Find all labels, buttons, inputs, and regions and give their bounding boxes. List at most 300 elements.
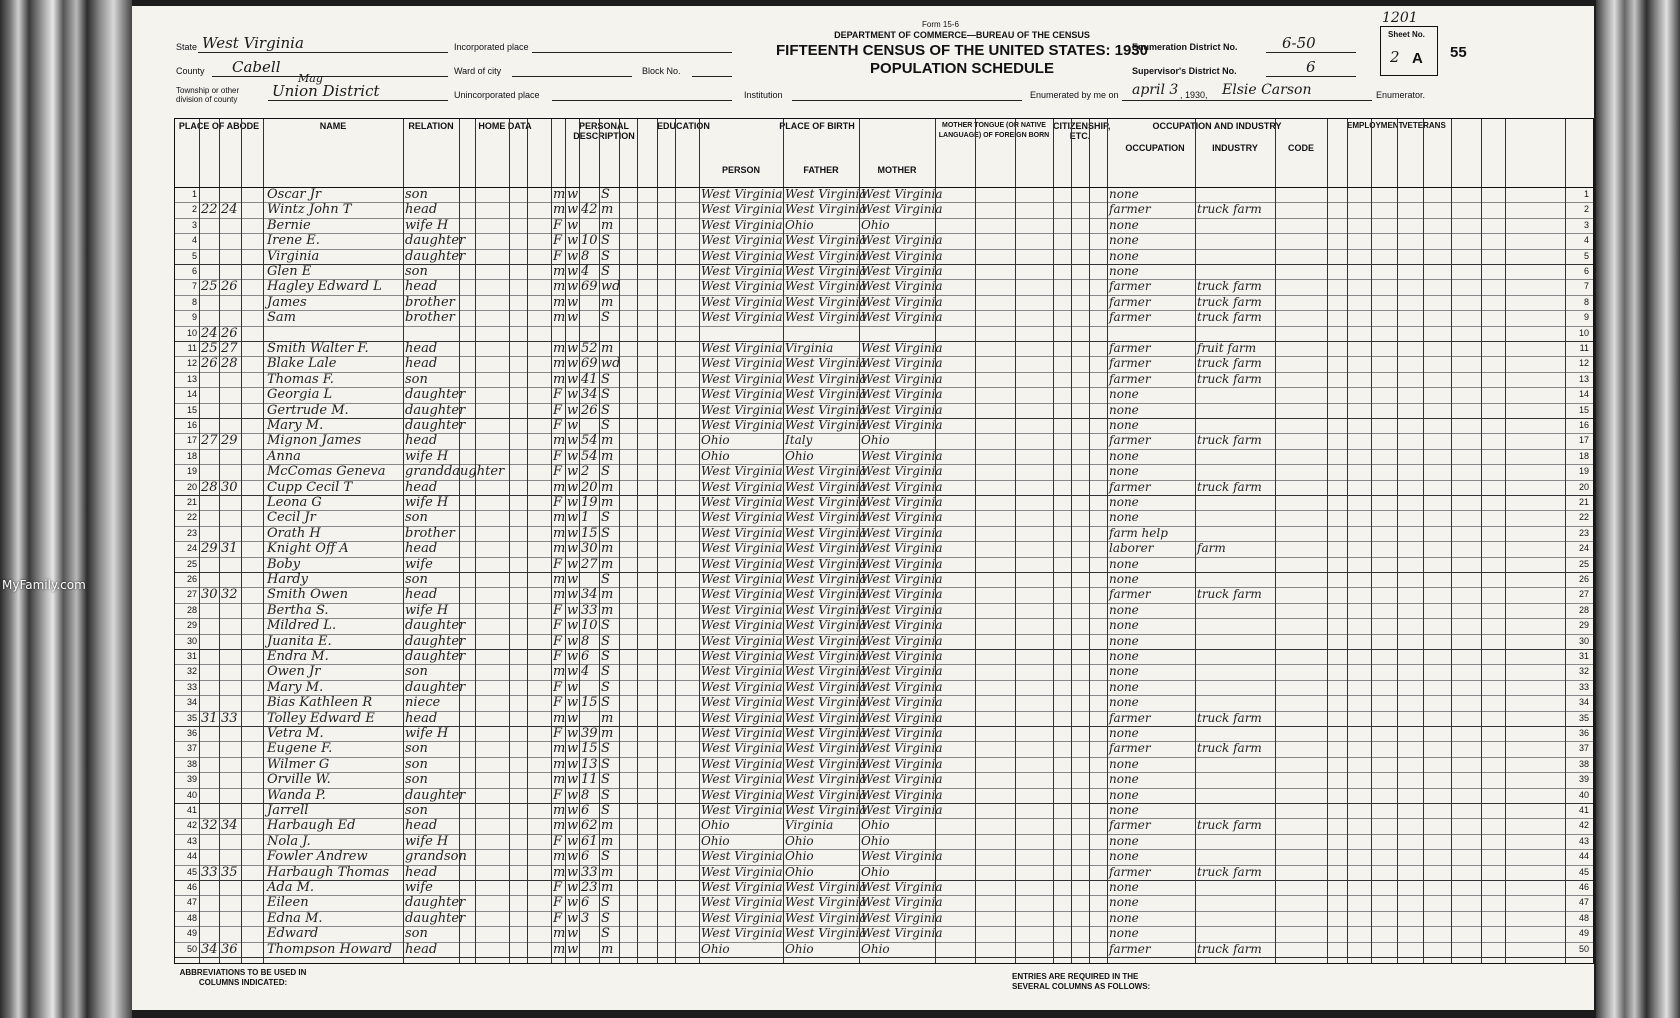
- sex: F: [553, 649, 563, 664]
- column-rule: [219, 119, 220, 963]
- marital-status: m: [601, 202, 614, 218]
- birthplace-mother: West Virginia: [861, 464, 943, 479]
- birthplace-person: West Virginia: [701, 602, 783, 617]
- industry: truck farm: [1197, 202, 1262, 217]
- race: w: [567, 910, 579, 926]
- line-number: 33: [1578, 681, 1589, 692]
- race: w: [567, 880, 579, 895]
- column-rule: [1397, 119, 1398, 963]
- occupation: none: [1109, 849, 1139, 864]
- race: w: [567, 649, 579, 664]
- occupation: farmer: [1109, 433, 1151, 448]
- sex: m: [553, 864, 566, 880]
- relation: son: [405, 572, 428, 587]
- line-number: 20: [186, 481, 197, 492]
- birthplace-father: Ohio: [785, 448, 814, 463]
- line-number: 49: [1578, 928, 1589, 939]
- marital-status: m: [601, 726, 614, 741]
- line-number: 34: [186, 697, 197, 708]
- birthplace-father: West Virginia: [785, 664, 867, 679]
- occupation: none: [1109, 618, 1139, 633]
- relation: daughter: [405, 895, 466, 911]
- line-number: 10: [186, 327, 197, 338]
- birthplace-mother: West Virginia: [861, 587, 943, 602]
- column-rule: [1071, 119, 1072, 963]
- occupation: none: [1109, 264, 1139, 278]
- line-number: 28: [1578, 604, 1589, 615]
- enumerated-label: Enumerated by me on: [1030, 90, 1119, 100]
- relation: son: [405, 510, 428, 526]
- birthplace-father: West Virginia: [785, 772, 867, 787]
- birthplace-mother: West Virginia: [861, 556, 943, 571]
- state-label: State: [176, 42, 198, 52]
- race: w: [567, 418, 579, 433]
- occupation: none: [1109, 880, 1139, 894]
- line-number: 49: [186, 928, 197, 939]
- sex: F: [553, 418, 563, 433]
- line-number: 9: [191, 312, 197, 323]
- line-number: 46: [1578, 882, 1589, 892]
- birthplace-mother: West Virginia: [861, 787, 943, 802]
- age: 15: [581, 525, 598, 541]
- marital-status: S: [601, 572, 610, 587]
- birthplace-father: West Virginia: [785, 187, 867, 201]
- race: w: [567, 402, 579, 418]
- institution-label: Institution: [744, 90, 783, 100]
- marital-status: m: [601, 833, 614, 849]
- relation: head: [405, 356, 438, 372]
- race: w: [567, 248, 579, 264]
- race: w: [567, 341, 579, 356]
- sex: F: [553, 910, 563, 926]
- race: w: [567, 510, 579, 526]
- dwelling-number: 24: [201, 325, 218, 341]
- occupation: farmer: [1109, 279, 1151, 294]
- occupation: none: [1109, 387, 1139, 402]
- race: w: [567, 941, 579, 957]
- relation: wife H: [405, 217, 449, 233]
- birthplace-father: Ohio: [785, 849, 814, 864]
- person-name: Mary M.: [267, 679, 324, 695]
- occupation: none: [1109, 726, 1139, 740]
- person-name: Smith Walter F.: [267, 341, 369, 356]
- birthplace-mother: West Virginia: [861, 264, 943, 278]
- birthplace-mother: West Virginia: [861, 402, 943, 417]
- column-rule: [935, 119, 936, 963]
- marital-status: S: [601, 679, 610, 695]
- relation: daughter: [405, 633, 466, 649]
- marital-status: m: [601, 602, 614, 618]
- race: w: [567, 587, 579, 603]
- column-rule: [1481, 119, 1482, 963]
- person-name: Hardy: [267, 572, 308, 587]
- marital-status: S: [601, 803, 610, 818]
- person-name: Thompson Howard: [267, 941, 393, 957]
- person-name: James: [267, 294, 307, 310]
- race: w: [567, 664, 579, 680]
- industry: truck farm: [1197, 356, 1262, 371]
- person-name: Mildred L.: [267, 618, 337, 634]
- col-occupation: OCCUPATION: [1125, 143, 1185, 153]
- relation: daughter: [405, 387, 466, 403]
- line-number: 26: [186, 574, 197, 584]
- relation: daughter: [405, 418, 466, 433]
- sex: F: [553, 726, 563, 741]
- occupation: none: [1109, 233, 1139, 248]
- person-name: Harbaugh Thomas: [267, 864, 390, 880]
- group-education: EDUCATION: [657, 121, 710, 131]
- age: 6: [581, 803, 590, 818]
- line-number: 24: [186, 543, 197, 554]
- birthplace-person: West Virginia: [701, 726, 783, 740]
- person-name: Vetra M.: [267, 726, 324, 741]
- birthplace-mother: West Virginia: [861, 541, 943, 556]
- family-number: 27: [221, 341, 238, 356]
- birthplace-person: West Virginia: [701, 294, 783, 309]
- birthplace-father: Virginia: [785, 818, 834, 833]
- marital-status: S: [601, 387, 610, 403]
- dwelling-number: 25: [201, 341, 218, 356]
- occupation: farmer: [1109, 941, 1151, 956]
- age: 10: [581, 233, 598, 249]
- race: w: [567, 926, 579, 942]
- race: w: [567, 387, 579, 403]
- family-number: 35: [221, 864, 238, 880]
- birthplace-person: West Virginia: [701, 310, 783, 325]
- birthplace-father: West Virginia: [785, 479, 867, 494]
- occupation: none: [1109, 572, 1139, 586]
- line-number: 19: [1578, 466, 1589, 477]
- birthplace-mother: West Virginia: [861, 895, 943, 910]
- marital-status: S: [601, 187, 610, 202]
- person-name: Oscar Jr: [267, 187, 322, 202]
- birthplace-person: West Virginia: [701, 633, 783, 648]
- group-personal-description: PERSONAL DESCRIPTION: [573, 121, 635, 141]
- relation: niece: [405, 695, 441, 711]
- industry: truck farm: [1197, 818, 1262, 833]
- birthplace-person: West Virginia: [701, 618, 783, 633]
- age: 26: [581, 402, 598, 418]
- person-name: Anna: [267, 448, 301, 464]
- birthplace-father: West Virginia: [785, 279, 867, 294]
- relation: head: [405, 710, 438, 726]
- age: 4: [581, 264, 590, 279]
- age: 30: [581, 541, 598, 557]
- age: 3: [581, 910, 590, 926]
- family-number: 33: [221, 710, 238, 726]
- relation: brother: [405, 525, 455, 541]
- birthplace-mother: Ohio: [861, 217, 890, 232]
- relation: head: [405, 541, 438, 557]
- relation: son: [405, 772, 428, 788]
- race: w: [567, 772, 579, 788]
- line-number: 27: [186, 589, 197, 600]
- line-number: 8: [1583, 296, 1589, 307]
- group-place-of-abode: PLACE OF ABODE: [178, 121, 260, 131]
- person-name: Nola J.: [267, 833, 311, 849]
- age: 34: [581, 387, 598, 403]
- birthplace-person: West Virginia: [701, 756, 783, 771]
- col-code: CODE: [1287, 143, 1314, 153]
- birthplace-father: West Virginia: [785, 510, 867, 525]
- marital-status: m: [601, 495, 614, 510]
- birthplace-father: West Virginia: [785, 418, 867, 432]
- line-number: 39: [186, 774, 197, 785]
- sex: F: [553, 833, 563, 849]
- family-number: 30: [221, 479, 238, 495]
- marital-status: S: [601, 248, 610, 264]
- entries-required: ENTRIES ARE REQUIRED IN THE SEVERAL COLUMNS AS FOLLOWS:: [1012, 972, 1151, 991]
- person-name: Edna M.: [267, 910, 323, 926]
- birthplace-person: West Virginia: [701, 864, 783, 879]
- line-number: 32: [186, 666, 197, 677]
- line-number: 8: [191, 296, 197, 307]
- race: w: [567, 371, 579, 387]
- marital-status: m: [601, 448, 614, 464]
- col-mother: MOTHER: [877, 165, 917, 175]
- line-number: 48: [186, 912, 197, 923]
- relation: daughter: [405, 618, 466, 634]
- birthplace-mother: West Virginia: [861, 849, 943, 864]
- occupation: none: [1109, 679, 1139, 694]
- county-label: County: [176, 66, 205, 76]
- birthplace-mother: West Virginia: [861, 710, 943, 725]
- age: 33: [581, 602, 598, 618]
- state-value: West Virginia: [202, 34, 304, 52]
- occupation: none: [1109, 187, 1139, 201]
- relation: head: [405, 941, 438, 957]
- sheet-no-label: Sheet No.: [1388, 30, 1425, 39]
- race: w: [567, 602, 579, 618]
- birthplace-mother: West Virginia: [861, 448, 943, 463]
- column-rule: [1505, 119, 1506, 963]
- sheet-no-value: 2: [1390, 48, 1400, 66]
- line-number: 46: [186, 882, 197, 892]
- birthplace-person: West Virginia: [701, 479, 783, 494]
- sex: F: [553, 402, 563, 418]
- birthplace-person: West Virginia: [701, 217, 783, 232]
- birthplace-person: West Virginia: [701, 895, 783, 910]
- line-number: 50: [1578, 943, 1589, 954]
- line-number: 39: [1578, 774, 1589, 785]
- line-number: 12: [1578, 358, 1589, 369]
- column-rule: [699, 119, 700, 963]
- industry: truck farm: [1197, 587, 1262, 602]
- occupation: none: [1109, 772, 1139, 787]
- line-number: 33: [186, 681, 197, 692]
- birthplace-person: West Virginia: [701, 264, 783, 278]
- column-rule: [657, 119, 658, 963]
- relation: son: [405, 264, 428, 279]
- column-rule: [551, 119, 552, 963]
- family-number: 34: [221, 818, 238, 834]
- relation: son: [405, 187, 428, 202]
- birthplace-person: West Virginia: [701, 510, 783, 525]
- birthplace-person: West Virginia: [701, 418, 783, 432]
- birthplace-father: Ohio: [785, 864, 814, 879]
- line-number: 2: [191, 204, 197, 215]
- line-number: 16: [186, 420, 197, 430]
- marital-status: S: [601, 741, 610, 757]
- family-number: 36: [221, 941, 238, 957]
- column-rule: [637, 119, 638, 963]
- person-name: Bias Kathleen R: [267, 695, 373, 711]
- marital-status: S: [601, 418, 610, 433]
- birthplace-person: West Virginia: [701, 679, 783, 694]
- line-number: 3: [1583, 219, 1589, 230]
- birthplace-person: West Virginia: [701, 464, 783, 479]
- line-number: 4: [191, 235, 197, 246]
- marital-status: m: [601, 294, 614, 310]
- relation: son: [405, 756, 428, 772]
- marital-status: S: [601, 371, 610, 387]
- department: DEPARTMENT OF COMMERCE—BUREAU OF THE CENSUS: [834, 30, 1090, 40]
- industry: truck farm: [1197, 371, 1262, 386]
- industry: truck farm: [1197, 710, 1262, 725]
- marital-status: S: [601, 772, 610, 788]
- birthplace-mother: West Virginia: [861, 525, 943, 540]
- occupation: farmer: [1109, 356, 1151, 371]
- birthplace-father: West Virginia: [785, 587, 867, 602]
- line-number: 44: [1578, 851, 1589, 862]
- line-number: 35: [1578, 712, 1589, 723]
- relation: grandson: [405, 849, 467, 865]
- birthplace-father: West Virginia: [785, 926, 867, 941]
- line-number: 38: [186, 758, 197, 769]
- relation: son: [405, 741, 428, 757]
- line-number: 1: [1583, 189, 1589, 199]
- col-father: FATHER: [803, 165, 839, 175]
- occupation: none: [1109, 402, 1139, 417]
- birthplace-father: West Virginia: [785, 310, 867, 325]
- race: w: [567, 217, 579, 233]
- race: w: [567, 864, 579, 880]
- family-number: 29: [221, 433, 238, 449]
- person-name: Wintz John T: [267, 202, 352, 218]
- line-number: 37: [186, 743, 197, 754]
- line-number: 45: [1578, 866, 1589, 877]
- sex: F: [553, 602, 563, 618]
- family-number: 26: [221, 279, 238, 295]
- line-number: 42: [186, 820, 197, 831]
- birthplace-father: West Virginia: [785, 294, 867, 309]
- dwelling-number: 29: [201, 541, 218, 557]
- birthplace-person: West Virginia: [701, 279, 783, 294]
- line-number: 13: [1578, 373, 1589, 384]
- relation: head: [405, 864, 438, 880]
- person-name: Wilmer G: [267, 756, 330, 772]
- sheet-letter: A: [1412, 50, 1423, 67]
- dwelling-number: 33: [201, 864, 218, 880]
- relation: brother: [405, 294, 455, 310]
- age: 8: [581, 787, 590, 803]
- birthplace-mother: West Virginia: [861, 695, 943, 710]
- birthplace-father: West Virginia: [785, 541, 867, 556]
- birthplace-mother: West Virginia: [861, 880, 943, 894]
- marital-status: S: [601, 510, 610, 526]
- relation: head: [405, 479, 438, 495]
- birthplace-mother: West Virginia: [861, 187, 943, 201]
- birthplace-father: West Virginia: [785, 495, 867, 509]
- person-name: Cupp Cecil T: [267, 479, 353, 495]
- birthplace-person: West Virginia: [701, 202, 783, 217]
- race: w: [567, 556, 579, 572]
- occupation: none: [1109, 633, 1139, 648]
- age: 54: [581, 433, 598, 449]
- line-number: 25: [186, 558, 197, 569]
- birthplace-mother: West Virginia: [861, 926, 943, 941]
- birthplace-mother: West Virginia: [861, 387, 943, 402]
- line-number: 23: [1578, 527, 1589, 538]
- column-rule: [1275, 119, 1276, 963]
- header-rule: [175, 187, 1593, 188]
- birthplace-mother: West Virginia: [861, 418, 943, 432]
- enumerator-name: Elsie Carson: [1222, 82, 1312, 98]
- age: 2: [581, 464, 590, 480]
- group-employment: EMPLOYMENT: [1347, 121, 1404, 130]
- relation: daughter: [405, 402, 466, 418]
- line-number: 16: [1578, 420, 1589, 430]
- person-name: Cecil Jr: [267, 510, 316, 526]
- occupation: none: [1109, 787, 1139, 802]
- birthplace-person: West Virginia: [701, 741, 783, 756]
- race: w: [567, 541, 579, 557]
- column-rule: [599, 119, 600, 963]
- birthplace-mother: West Virginia: [861, 772, 943, 787]
- block-label: Block No.: [642, 66, 681, 76]
- unincorporated-label: Unincorporated place: [454, 90, 540, 100]
- industry: truck farm: [1197, 741, 1262, 756]
- line-number: 7: [191, 281, 197, 292]
- race: w: [567, 726, 579, 741]
- industry: truck farm: [1197, 279, 1262, 294]
- race: w: [567, 803, 579, 818]
- column-rule: [1371, 119, 1372, 963]
- line-number: 24: [1578, 543, 1589, 554]
- age: 11: [581, 772, 598, 788]
- line-number: 5: [191, 250, 197, 261]
- sex: m: [553, 803, 566, 818]
- census-sheet: [132, 6, 1594, 1010]
- person-name: Edward: [267, 926, 319, 942]
- marital-status: S: [601, 525, 610, 541]
- dwelling-number: 34: [201, 941, 218, 957]
- marital-status: m: [601, 541, 614, 557]
- marital-status: m: [601, 864, 614, 880]
- occupation: laborer: [1109, 541, 1154, 556]
- person-name: Tolley Edward E: [267, 710, 375, 726]
- birthplace-mother: West Virginia: [861, 910, 943, 925]
- birthplace-person: West Virginia: [701, 371, 783, 386]
- age: 41: [581, 371, 598, 387]
- relation: head: [405, 587, 438, 603]
- birthplace-mother: Ohio: [861, 818, 890, 833]
- race: w: [567, 433, 579, 449]
- film-edge-left: [0, 0, 132, 1018]
- birthplace-person: West Virginia: [701, 849, 783, 864]
- birthplace-father: Italy: [785, 433, 813, 448]
- race: w: [567, 525, 579, 541]
- birthplace-father: West Virginia: [785, 572, 867, 586]
- marital-status: S: [601, 695, 610, 711]
- marital-status: m: [601, 818, 614, 834]
- line-number: 19: [186, 466, 197, 477]
- birthplace-person: West Virginia: [701, 803, 783, 817]
- watermark: MyFamily.com: [2, 578, 86, 592]
- line-number: 17: [1578, 435, 1589, 446]
- birthplace-mother: West Virginia: [861, 572, 943, 586]
- race: w: [567, 264, 579, 279]
